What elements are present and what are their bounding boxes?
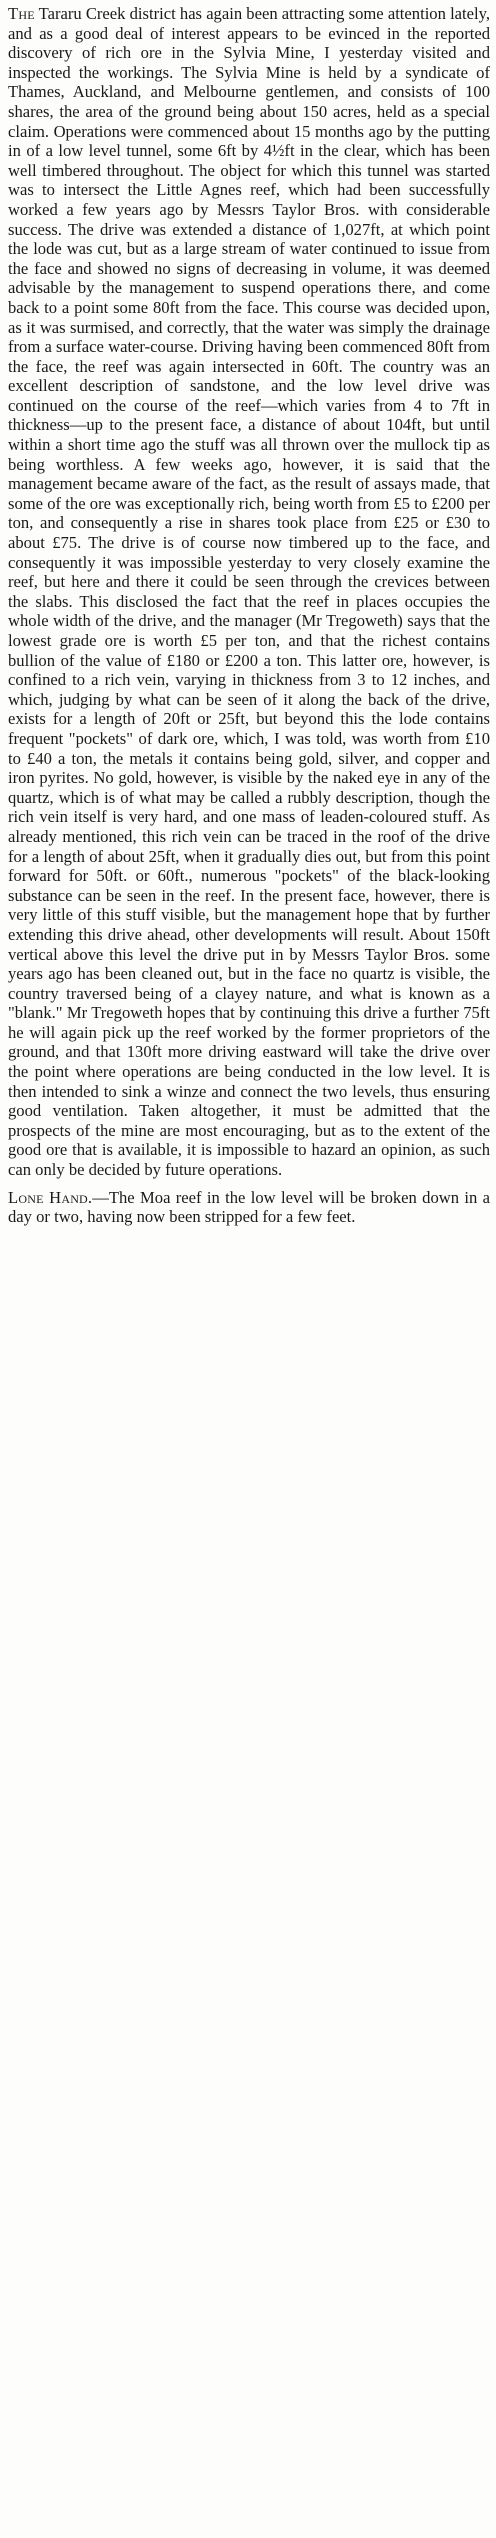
article xyxy=(8,4,490,1227)
paragraph-lead-word: Lone Hand. xyxy=(8,1187,93,1207)
article-paragraph-lone-hand xyxy=(8,1188,490,1227)
paragraph-lead-word: The xyxy=(8,4,35,23)
paragraph-body: —The Moa reef in the low level will be broken down in a day or two, having now been stripped for a few feet. xyxy=(8,1187,491,1227)
article-paragraph-sylvia-mine xyxy=(8,4,490,1180)
paragraph-body: Tararu Creek district has again been attracting some attention lately, and as a good deal of interest appears to be evinced in the reported discovery of rich ore in the Sylvia Mine, I yesterday visited and inspected the workings. The Sylvia Mine is held by a syndicate of Thames, Auckland, and Melbourne gentlemen, and consists of 100 shares, the area of the ground being about 150 acres, held as a special claim. Operations were commenced about 15 months ago by the putting in of a low level tunnel, some 6ft by 4½ft in the clear, which has been well timbered throughout. The object for which this tunnel was started was to intersect the Little Agnes reef, which had been successfully worked a few years ago by Messrs Taylor Bros. with considerable success. The drive was extended a distance of 1,027ft, at which point the lode was cut, but as a large stream of water continued to issue from the face and showed no signs of decreasing in volume, it was deemed advisable by the management to suspend operations there, and come back to a point some 80ft from the face. This course was decided upon, as it was surmised, and correctly, that the water was simply the drainage from a surface water-course. Driving having been commenced 80ft from the face, the reef was again intersected in 60ft. The country was an excellent description of sandstone, and the low level drive was continued on the course of the reef—which varies from 4 to 7ft in thickness—up to the present face, a distance of about 104ft, but until within a short time ago the stuff was all thrown over the mullock tip as being worthless. A few weeks ago, however, it is said that the management became aware of the fact, as the result of assays made, that some of the ore was exceptionally rich, being worth from £5 to £200 per ton, and consequently a rise in shares took place from £25 or £30 to about £75. The drive is of course now timbered up to the face, and consequently it was impossible yesterday to very closely examine the reef, but here and there it could be seen through the crevices between the slabs. This disclosed the fact that the reef in places occupies the whole width of the drive, and the manager (Mr Tregoweth) says that the lowest grade ore is worth £5 per ton, and that the richest contains bullion of the value of £180 or £200 a ton. This latter ore, however, is confined to a rich vein, varying in thickness from 3 to 12 inches, and which, judging by what can be seen of it along the back of the drive, exists for a length of 20ft or 25ft, but beyond this the lode contains frequent "pockets" of dark ore, which, I was told, was worth from £10 to £40 a ton, the metals it contains being gold, silver, and copper and iron pyrites. No gold, however, is visible by the naked eye in any of the quartz, which is of what may be called a rubbly description, though the rich vein itself is very hard, and one mass of leaden-coloured stuff. As already mentioned, this rich vein can be traced in the roof of the drive for a length of about 25ft, when it gradually dies out, but from this point forward for 50ft. or 60ft., numerous "pockets" of the black-looking substance can be seen in the reef. In the present face, however, there is very little of this stuff visible, but the management hope that by further extending this drive ahead, other developments will result. About 150ft vertical above this level the drive put in by Messrs Taylor Bros. some years ago has been cleaned out, but in the face no quartz is visible, the country traversed being of a clayey nature, and what is known as a "blank." Mr Tregoweth hopes that by continuing this drive a further 75ft he will again pick up the reef worked by the former proprietors of the ground, and that 130ft more driving eastward will take the drive over the point where operations are being conducted in the low level. It is then intended to sink a winze and connect the two levels, thus ensuring good ventilation. Taken altogether, it must be admitted that the prospects of the mine are most encouraging, but as to the extent of the good ore that is available, it is impossible to hazard an opinion, as such can only be decided by future operations. xyxy=(8,4,490,1180)
